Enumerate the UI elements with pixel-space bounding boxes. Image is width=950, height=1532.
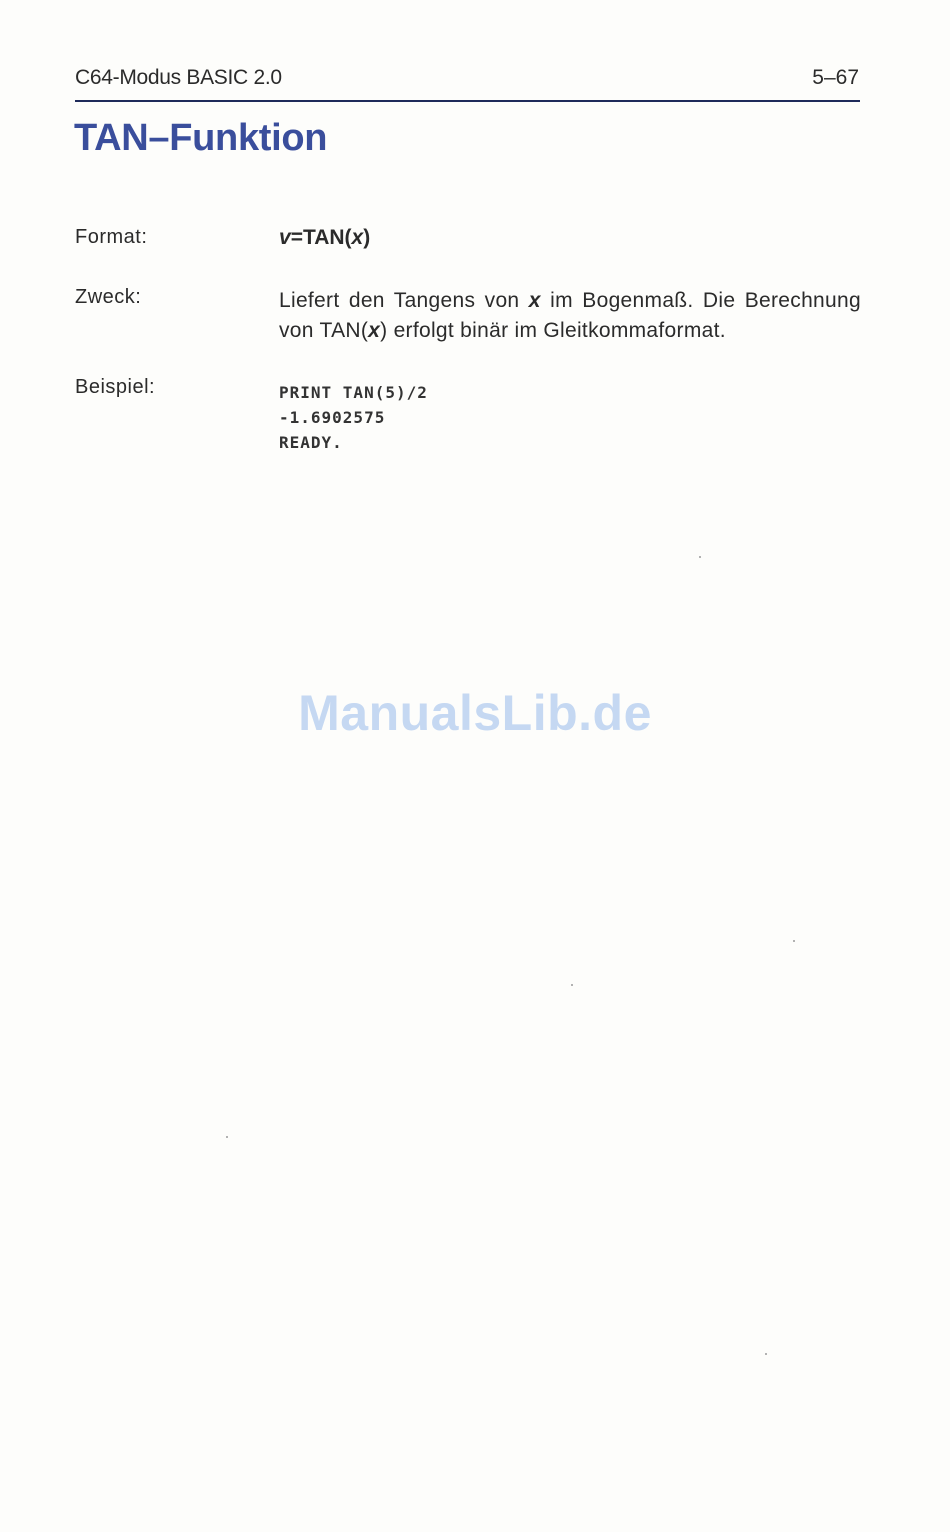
page-number: 5–67 xyxy=(812,66,859,89)
zweck-x1: x xyxy=(528,289,541,312)
format-value xyxy=(279,226,370,250)
zweck-part1: Liefert den Tangens von xyxy=(279,289,529,312)
zweck-label: Zweck: xyxy=(75,286,142,308)
zweck-text xyxy=(279,286,861,346)
beispiel-label: Beispiel: xyxy=(75,376,156,398)
format-v: v xyxy=(279,226,291,249)
zweck-x2: x xyxy=(368,319,381,342)
scan-speck xyxy=(571,984,573,986)
watermark: ManualsLib.de xyxy=(298,685,652,741)
code-example xyxy=(279,380,428,455)
format-x: x xyxy=(351,226,364,249)
section-title: C64-Modus BASIC 2.0 xyxy=(75,66,282,89)
zweck-part2: im Bogenmaß. Die Berechnung von TAN( xyxy=(279,289,861,342)
code-line: READY. xyxy=(279,433,343,452)
zweck-part3: ) erfolgt binär im Gleitkommaformat. xyxy=(380,319,726,342)
scan-speck xyxy=(699,556,701,558)
code-line: PRINT TAN(5)/2 xyxy=(279,383,428,402)
scan-speck xyxy=(226,1136,228,1138)
format-equals: = xyxy=(290,226,303,249)
scan-speck xyxy=(793,940,795,942)
format-close: ) xyxy=(363,226,371,249)
format-label: Format: xyxy=(75,226,148,248)
code-line: -1.6902575 xyxy=(279,408,386,427)
scan-speck xyxy=(765,1353,767,1355)
header-rule xyxy=(75,100,860,102)
page-header xyxy=(75,66,859,96)
format-func: TAN( xyxy=(302,226,352,249)
page-title: TAN–Funktion xyxy=(74,117,328,159)
